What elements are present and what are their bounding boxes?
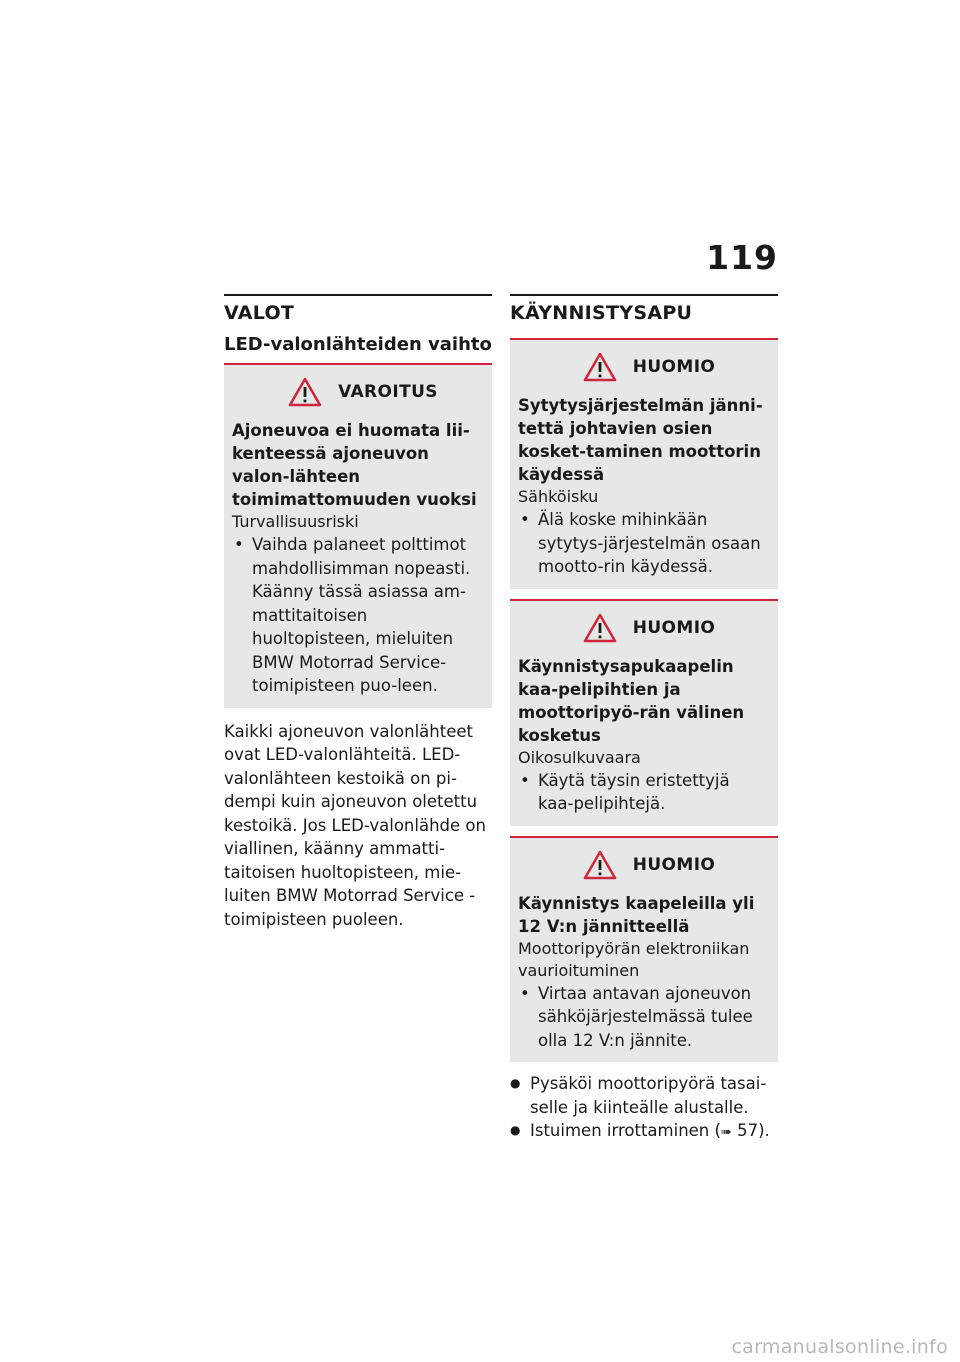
notice-label: HUOMIO [632, 357, 716, 377]
step-remove-seat [510, 1119, 778, 1145]
notice-bullets [518, 769, 770, 816]
notice-box-2 [510, 599, 778, 826]
notice-bullets [518, 982, 770, 1053]
warning-bullet: • Vaihda palaneet polttimot mahdollisimman nopeasti. Käänny tässä asiassa am-mattitaitoisen huoltopisteen, mieluiten BMW Motorrad Service-toimipisteen puo-leen. [232, 533, 484, 698]
notice-effect: Sähköisku [518, 487, 599, 506]
warning-bullets [232, 533, 484, 698]
section-title-valot: VALOT [224, 294, 492, 324]
notice-box-1 [510, 338, 778, 589]
notice-hazard: Käynnistysapukaapelin kaa-pelipihtien ja moottoripyö-rän välinen kosketus [518, 656, 745, 745]
notice-hazard: Sytytysjärjestelmän jänni-tettä johtavien osien kosket-taminen moottorin käydessä [518, 396, 763, 484]
warning-triangle-icon [583, 613, 617, 643]
notice-header-2 [518, 613, 770, 643]
warning-header [232, 377, 484, 407]
notice-box-3 [510, 836, 778, 1063]
notice-hazard: Käynnistys kaapeleilla yli 12 V:n jännitteellä [518, 893, 755, 936]
subsection-title-led: LED-valonlähteiden vaihto [224, 334, 492, 355]
page-number: 119 [706, 238, 778, 277]
left-column [224, 294, 492, 931]
page-reference-link[interactable]: 57 [737, 1121, 759, 1140]
notice-bullet: • Älä koske mihinkään sytytys-järjestelmän osaan mootto-rin käydessä. [518, 508, 770, 579]
step-ref-suffix: ). [758, 1121, 770, 1140]
warning-effect: Turvallisuusriski [232, 512, 359, 531]
warning-triangle-icon [288, 377, 322, 407]
led-paragraph: Kaikki ajoneuvon valonlähteet ovat LED-valonlähteitä. LED-valonlähteen kestoikä on pi-dempi kuin ajoneuvon oletettu kestoikä. Jos LED-valonlähde on viallinen, käänny ammatti-taitoisen huoltopisteen, mie-luiten BMW Motorrad Service -toimipisteen puoleen. [224, 721, 486, 929]
step-list [510, 1072, 778, 1145]
arrow-right-icon: ➠ [720, 1125, 732, 1140]
step-park: ● Pysäköi moottoripyörä tasai-selle ja kiinteälle alustalle. [510, 1072, 778, 1119]
warning-triangle-icon [583, 850, 617, 880]
notice-effect: Moottoripyörän elektroniikan vaurioituminen [518, 938, 750, 980]
step-ref-prefix: Istuimen irrottaminen ( [530, 1121, 721, 1140]
warning-triangle-icon [583, 352, 617, 382]
notice-bullets [518, 508, 770, 579]
notice-label: HUOMIO [632, 854, 716, 875]
right-column [510, 294, 778, 1145]
notice-effect: Oikosulkuvaara [518, 747, 641, 767]
warning-box [224, 363, 492, 708]
warning-hazard: Ajoneuvoa ei huomata lii-kenteessä ajoneuvon valon-lähteen toimimattomuuden vuoksi [232, 421, 477, 509]
section-title-kaynnistysapu: KÄYNNISTYSAPU [510, 294, 778, 338]
notice-label: HUOMIO [632, 617, 716, 638]
warning-label: VAROITUS [338, 382, 438, 402]
watermark: carmanualsonline.info [731, 1336, 948, 1358]
notice-bullet: • Käytä täysin eristettyjä kaa-pelipihtejä. [518, 769, 770, 816]
notice-header-3 [518, 850, 770, 880]
notice-header-1 [518, 352, 770, 382]
notice-bullet: • Virtaa antavan ajoneuvon sähköjärjestelmässä tulee olla 12 V:n jännite. [518, 982, 770, 1053]
